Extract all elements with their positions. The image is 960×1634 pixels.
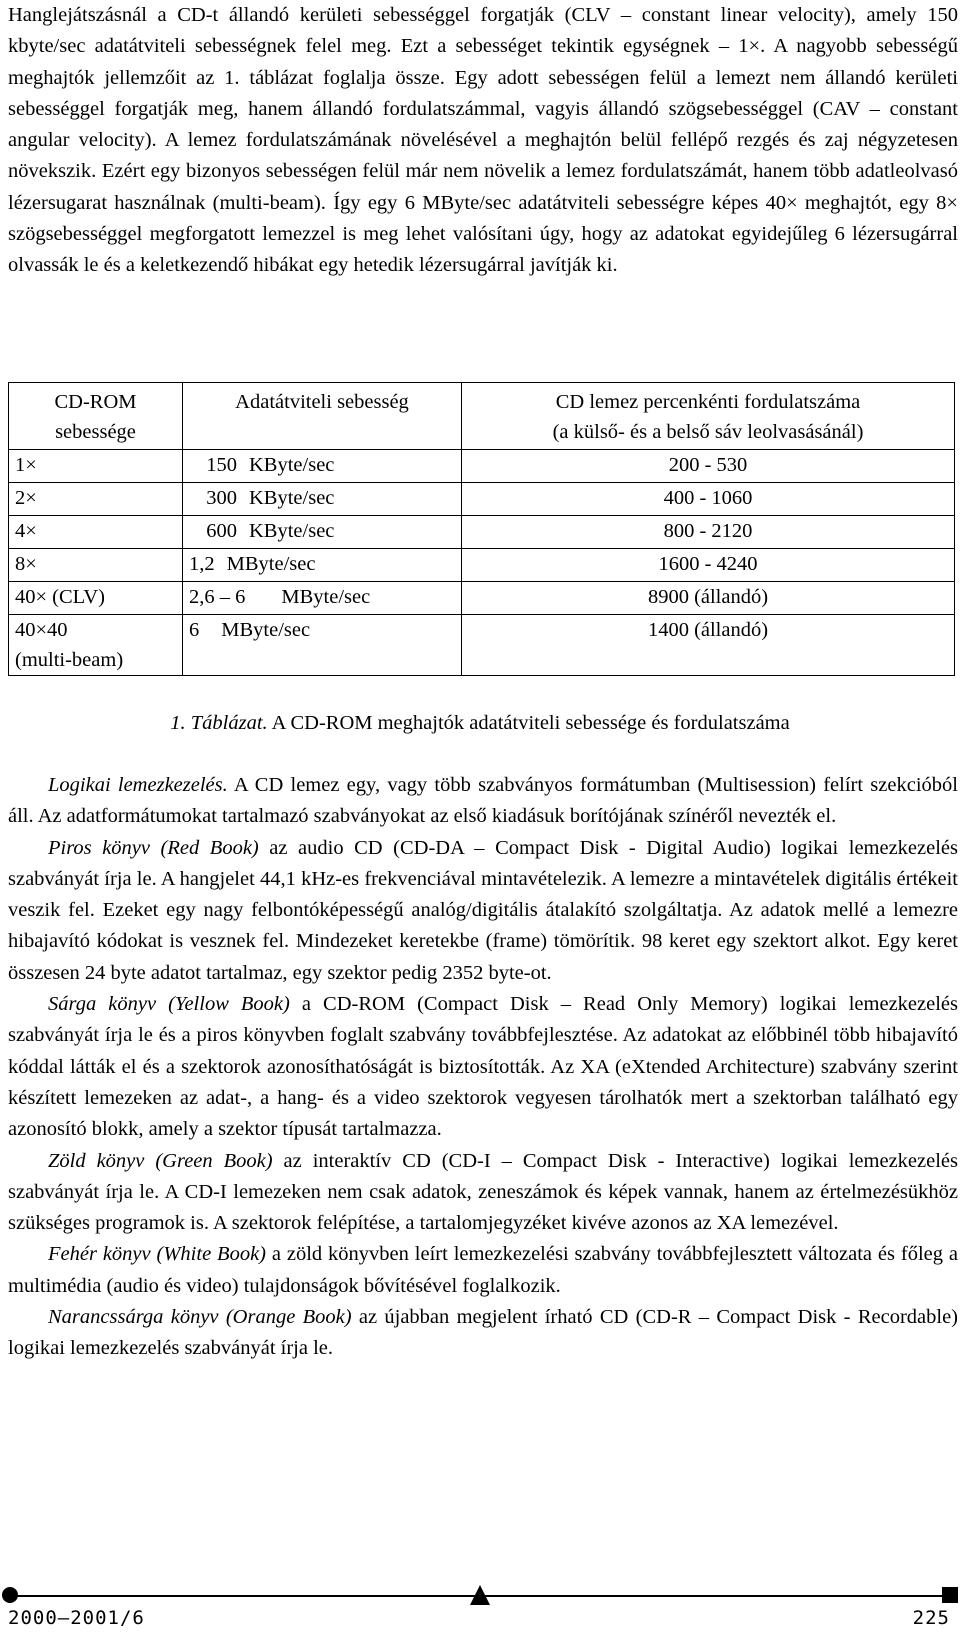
cell-speed: 8× — [9, 549, 183, 582]
page-footer — [0, 1583, 960, 1630]
paragraph-yellow-book: Sárga könyv (Yellow Book) a CD-ROM (Compact Disk – Read Only Memory) logikai lemezkezelés szabványát írja le és a piros könyvben foglalt szabvány továbbfejlesztése. Az adatokat az előbbinél több hibajavító kóddal látták el és a szektorok azonosíthatóságát is biztosították. Az XA (eXtended Architecture) szabvány szerint készített lemezeken az adat-, a hang- és a video szektorok vegyesen tárolhatók mert a szektorban található egy azonosító blokk, amely a szektor típusát tartalmazza. — [8, 993, 958, 1141]
cell-rate: 300 KByte/sec — [183, 483, 462, 516]
triangle-marker-icon — [470, 1585, 490, 1605]
cell-rate: 600 KByte/sec — [183, 516, 462, 549]
circle-marker-icon — [2, 1587, 18, 1603]
page-number: 225 — [912, 1607, 950, 1629]
paragraph-red-book: Piros könyv (Red Book) az audio CD (CD-DA – Compact Disk - Digital Audio) logikai lemezkezelés szabványát írja le. A hangjelet 44,1 kHz-es frekvenciával mintavételezik. A lemezre a mintavételek digitális értékeit veszik fel. Ezeket egy nagy felbontóképességű analóg/digitális átalakító szolgáltatja. Az adatok mellé a lemezre hibajavító kódokat is vesznek fel. Mindezeket keretekbe (frame) tömörítik. 98 keret egy szektort alkot. Egy keret összesen 24 byte adatot tartalmaz, egy szektor pedig 2352 byte-ot. — [8, 836, 959, 984]
table-row — [9, 615, 955, 676]
header-rpm: CD lemez percenkénti fordulatszáma (a külső- és a belső sáv leolvasásánál) — [462, 383, 955, 450]
paragraph-white-book: Fehér könyv (White Book) a zöld könyvben leírt lemezkezelési szabvány továbbfejlesztett változata és főleg a multimédia (audio és video) tulajdonságok bővítésével foglalkozik. — [8, 1243, 958, 1297]
page-body — [8, 0, 958, 282]
cell-rpm: 800 - 2120 — [462, 516, 955, 549]
table-header-row — [9, 383, 955, 450]
paragraph-orange-book: Narancssárga könyv (Orange Book) az újabban megjelent írható CD (CD-R – Compact Disk - Recordable) logikai lemezkezelés szabványát írja le. — [8, 1306, 958, 1360]
header-cdrom-speed: CD-ROM sebessége — [9, 383, 183, 450]
cell-rate: 150 KByte/sec — [183, 450, 462, 483]
header-transfer-rate: Adatátviteli sebesség — [183, 383, 462, 450]
cell-speed: 4× — [9, 516, 183, 549]
intro-paragraph: Hanglejátszásnál a CD-t állandó kerületi sebességgel forgatják (CLV – constant linear velocity), amely 150 kbyte/sec adatátviteli sebességnek felel meg. Ezt a sebességet tekintik egységnek – 1×. A nagyobb sebességű meghajtók jellemzőit az 1. táblázat foglalja össze. Egy adott sebességen felül a lemezt nem állandó kerületi sebességgel forgatják meg, hanem állandó fordulatszámmal, vagyis állandó szögsebességgel (CAV – constant angular velocity). A lemez fordulatszámának növelésével a meghajtón belül fellépő rezgés és zaj négyzetesen növekszik. Ezért egy bizonyos sebességen felül már nem növelik a lemez fordulatszámát, hanem több adatleolvasó lézersugarat használnak (multi-beam). Így egy 6 MByte/sec adatátviteli sebességre képes 40× meghajtót, egy 8× szögsebességgel megforgatott lemezzel is meg lehet valósítani úgy, hogy az adatokat egyidejűleg 6 lézersugárral olvassák le és a keletkezendő hibákat egy hetedik lézersugárral javítják ki. — [8, 4, 958, 277]
issue-number: 2000–2001/6 — [8, 1607, 145, 1629]
paragraph-green-book: Zöld könyv (Green Book) az interaktív CD (CD-I – Compact Disk - Interactive) logikai lemezkezelés szabványát írja le. A CD-I lemezeken nem csak adatok, zeneszámok és képek vannak, hanem az értelmezésükhöz szükséges programok is. A szektorok felépítése, a tartalomjegyzéket kivéve azonos az XA lemezével. — [8, 1149, 958, 1235]
cell-speed: 40×40 (multi-beam) — [9, 615, 183, 676]
table-row — [9, 582, 955, 615]
cell-rpm: 200 - 530 — [462, 450, 955, 483]
table-row — [9, 450, 955, 483]
cell-rpm: 400 - 1060 — [462, 483, 955, 516]
cell-rate: 2,6 – 6 MByte/sec — [183, 582, 462, 615]
cell-speed: 1× — [9, 450, 183, 483]
cell-speed: 40× (CLV) — [9, 582, 183, 615]
square-marker-icon — [942, 1587, 958, 1603]
cell-rate: 1,2 MByte/sec — [183, 549, 462, 582]
table-row — [9, 516, 955, 549]
cell-rate: 6 MByte/sec — [183, 615, 462, 676]
table-row — [9, 483, 955, 516]
cell-rpm: 8900 (állandó) — [462, 582, 955, 615]
logical-disk-section — [8, 770, 958, 1365]
paragraph-logical: Logikai lemezkezelés. A CD lemez egy, vagy több szabványos formátumban (Multisession) felírt szekcióból áll. Az adatformátumokat tartalmazó szabványokat az első kiadásuk borítójának színéről nevezték el. — [8, 774, 958, 828]
cdrom-speed-table — [8, 382, 955, 676]
cell-rpm: 1600 - 4240 — [462, 549, 955, 582]
table-caption: 1. Táblázat. A CD-ROM meghajtók adatátviteli sebessége és fordulatszáma — [170, 712, 790, 734]
table-row — [9, 549, 955, 582]
cell-speed: 2× — [9, 483, 183, 516]
cell-rpm: 1400 (állandó) — [462, 615, 955, 676]
